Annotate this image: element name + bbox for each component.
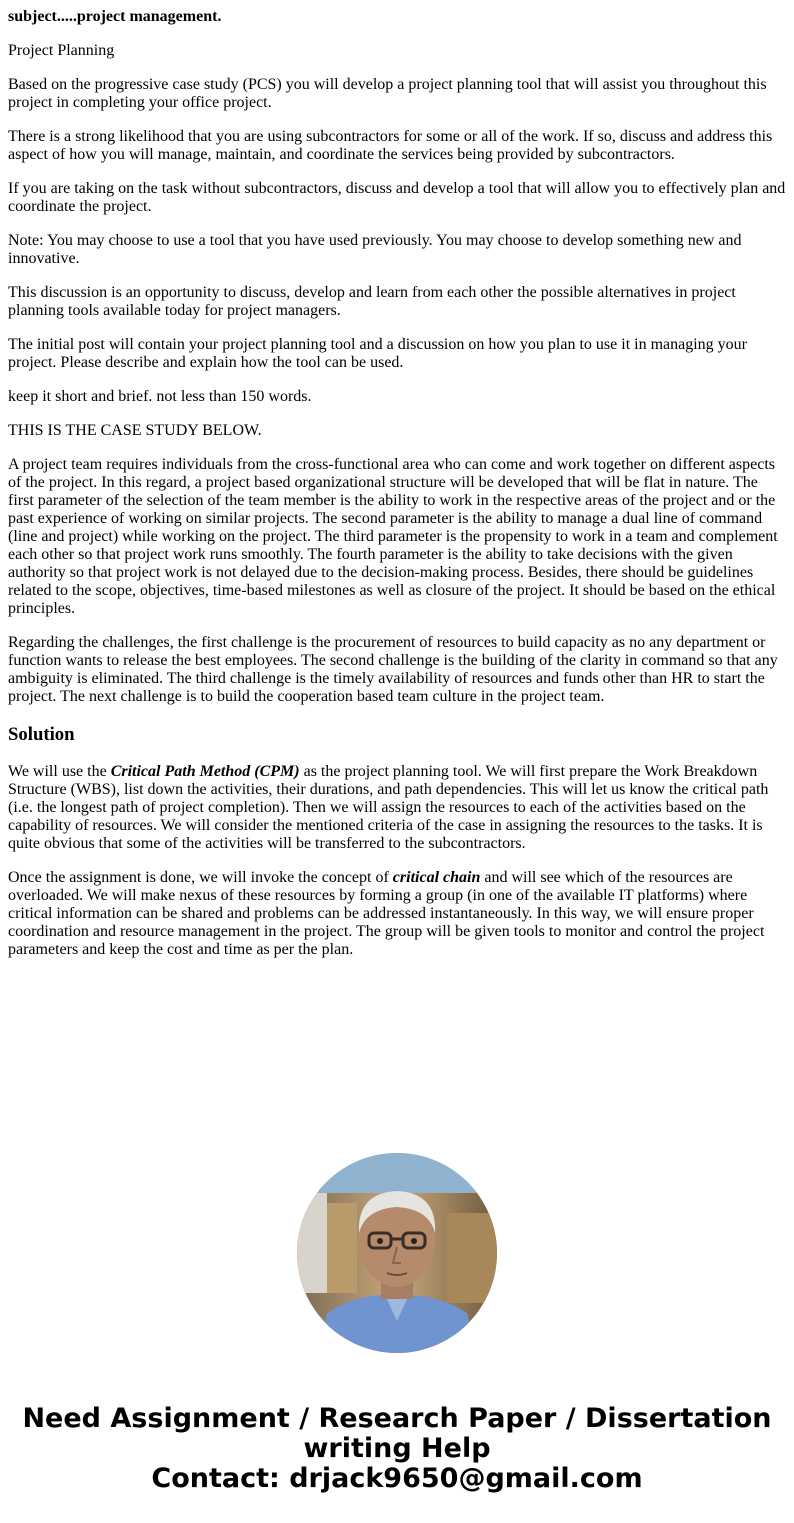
solution-text: and will see which of the resources are overloaded. We will make nexus of these resources by forming a group (in one of the available IT platforms) where critical information can be shared and problems can be addressed instantaneously. In this way, we will ensure proper coordination and resource management in the project. The group will be given tools to monitor and control the project parameters and keep the cost and time as per the plan. bbox=[8, 869, 765, 958]
solution-paragraph bbox=[8, 763, 786, 853]
question-paragraph: This discussion is an opportunity to discuss, develop and learn from each other the possible alternatives in project planning tools available today for project managers. bbox=[8, 284, 736, 319]
promo-line: writing Help bbox=[303, 1433, 491, 1464]
solution-text: Once the assignment is done, we will invoke the concept of bbox=[8, 869, 393, 886]
contact-line: Contact: drjack9650@gmail.com bbox=[151, 1463, 643, 1494]
case-study-label: THIS IS THE CASE STUDY BELOW. bbox=[8, 422, 262, 439]
question-paragraph: If you are taking on the task without subcontractors, discuss and develop a tool that will allow you to effectively plan and coordinate the project. bbox=[8, 180, 786, 215]
solution-text: as the project planning tool. We will first prepare the Work Breakdown Structure (WBS), list down the activities, their durations, and path dependencies. This will let us know the critical path (i.e. the longest path of project completion). Then we will assign the resources to each of the activities based on the capability of resources. We will consider the mentioned criteria of the case in assigning the resources to the tasks. It is quite obvious that some of the activities will be transferred to the subcontractors. bbox=[8, 763, 769, 852]
solution-paragraph bbox=[8, 869, 786, 959]
question-paragraph: Note: You may choose to use a tool that you have used previously. You may choose to develop something new and innovative. bbox=[8, 232, 742, 267]
person-photo-icon bbox=[297, 1153, 497, 1353]
emphasis-critical-chain: critical chain bbox=[392, 869, 481, 886]
question-paragraph: The initial post will contain your project planning tool and a discussion on how you plan to use it in managing your project. Please describe and explain how the tool can be used. bbox=[8, 336, 747, 371]
question-paragraph: Based on the progressive case study (PCS) you will develop a project planning tool that will assist you throughout this project in completing your office project. bbox=[8, 76, 767, 111]
question-paragraph: There is a strong likelihood that you are using subcontractors for some or all of the work. If so, discuss and address this aspect of how you will manage, maintain, and coordinate the services being provided by subcontractors. bbox=[8, 128, 773, 163]
question-paragraph: keep it short and brief. not less than 150 words. bbox=[8, 388, 312, 405]
solution-text: We will use the bbox=[8, 763, 111, 780]
case-study-paragraph: Regarding the challenges, the first challenge is the procurement of resources to build capacity as no any department or function wants to release the best employees. The second challenge is the building of the clarity in command so that any ambiguity is eliminated. The third challenge is the timely availability of resources and funds other than HR to start the project. The next challenge is to build the cooperation based team culture in the project team. bbox=[8, 634, 778, 705]
emphasis-cpm: Critical Path Method (CPM) bbox=[110, 763, 300, 780]
solution-heading: Solution bbox=[8, 724, 75, 745]
subject-line: subject.....project management. bbox=[8, 8, 222, 25]
question-title: Project Planning bbox=[8, 42, 115, 59]
case-study-paragraph: A project team requires individuals from the cross-functional area who can come and work together on different aspects of the project. In this regard, a project based organizational structure will be developed that will be flat in nature. The first parameter of the selection of the team member is the ability to work in the respective areas of the project and or the past experience of working on similar projects. The second parameter is the ability to manage a dual line of command (line and project) while working on the project. The third parameter is the propensity to work in a team and complement each other so that project work runs smoothly. The fourth parameter is the ability to take decisions with the given authority so that project work is not delayed due to the decision-making process. Besides, there should be guidelines related to the scope, objectives, time-based milestones as well as closure of the project. It should be based on the ethical principles. bbox=[8, 456, 778, 617]
promo-line: Need Assignment / Research Paper / Dissertation bbox=[22, 1403, 772, 1434]
author-avatar bbox=[297, 1153, 497, 1353]
promo-footer bbox=[0, 1404, 794, 1494]
